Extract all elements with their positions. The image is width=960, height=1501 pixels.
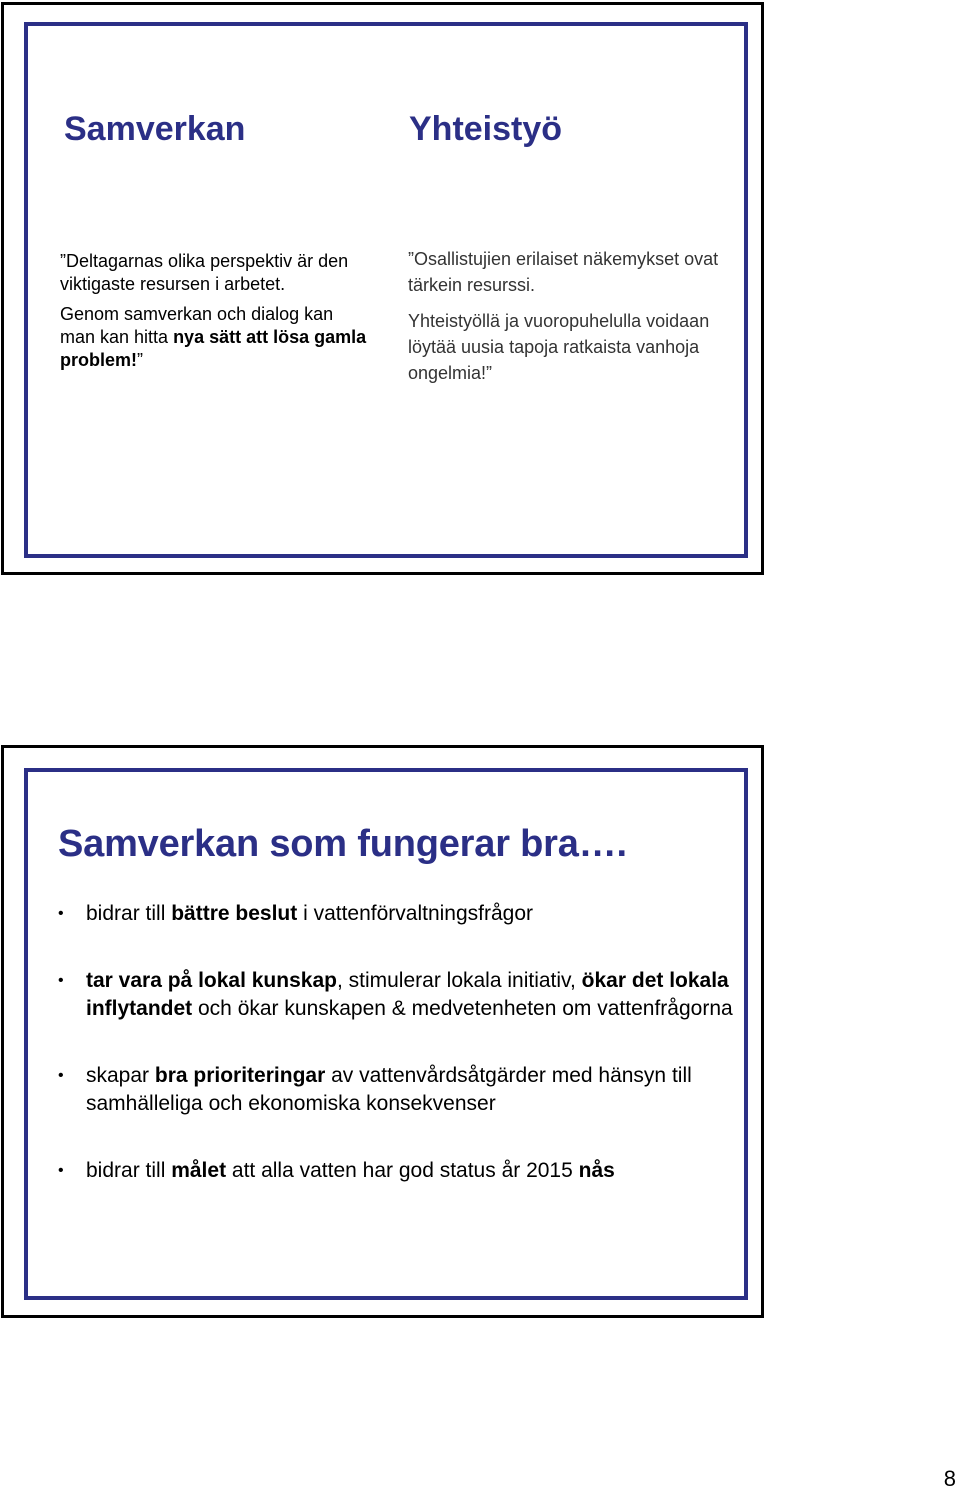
bullet-text: att alla vatten har god status år 2015 (226, 1159, 579, 1182)
bullet-text: bidrar till (86, 902, 172, 925)
bullet-bold-text: ökar det lokala inflytandet (86, 969, 729, 1020)
bullet-text: , stimulerar lokala initiativ, (336, 969, 582, 992)
bullet-text: skapar (86, 1064, 155, 1087)
bullet-item (58, 967, 738, 1023)
slide-2-frame (24, 768, 748, 1300)
finnish-paragraph-2: Yhteistyöllä ja vuoropuhelulla voidaan löytää uusia tapoja ratkaista vanhoja ongelmia!” (408, 311, 710, 383)
finnish-text-column (408, 246, 738, 396)
bullet-bold-text: bra prioriteringar (154, 1064, 326, 1087)
slide-1-title-finnish: Yhteistyö (409, 110, 563, 148)
slide-1 (1, 2, 764, 575)
slide-1-title-swedish: Samverkan (64, 110, 246, 148)
bullet-text: av vattenvårdsåtgärder med hänsyn till samhälleliga och ekonomiska konsekvenser (86, 1064, 692, 1115)
slide-2-title: Samverkan som fungerar bra…. (58, 823, 627, 865)
bullet-bold-text: målet (171, 1159, 227, 1182)
bullet-dot-icon: • (58, 1067, 64, 1084)
bullet-item (58, 1062, 738, 1118)
slide-1-frame (24, 22, 748, 558)
finnish-paragraph-1: ”Osallistujien erilaiset näkemykset ovat tärkein resurssi. (408, 249, 719, 295)
bullet-item (58, 1157, 738, 1185)
swedish-paragraph-2-bold: nya sätt att lösa gamla problem! (60, 327, 367, 370)
swedish-text-column (60, 250, 370, 379)
bullet-bold-text: bättre beslut (171, 902, 298, 925)
bullet-dot-icon: • (58, 905, 64, 922)
swedish-paragraph-2-quote: ” (137, 350, 144, 370)
slide-2 (1, 745, 764, 1318)
bullet-dot-icon: • (58, 1162, 64, 1179)
page-number: 8 (943, 1466, 956, 1491)
swedish-paragraph-2 (60, 303, 370, 372)
bullet-bold-text: tar vara på lokal kunskap (86, 969, 337, 992)
bullet-text: i vattenförvaltningsfrågor (297, 902, 534, 925)
bullet-list (58, 900, 738, 1185)
swedish-paragraph-2-text: Genom samverkan och dialog kan man kan hitta (60, 304, 334, 347)
bullet-dot-icon: • (58, 972, 64, 989)
bullet-text: bidrar till (86, 1159, 172, 1182)
bullet-item (58, 900, 738, 928)
bullet-text: och ökar kunskapen & medvetenheten om vattenfrågorna (192, 997, 733, 1020)
bullet-bold-text: nås (578, 1159, 615, 1182)
swedish-paragraph-1: ”Deltagarnas olika perspektiv är den viktigaste resursen i arbetet. (60, 251, 349, 294)
